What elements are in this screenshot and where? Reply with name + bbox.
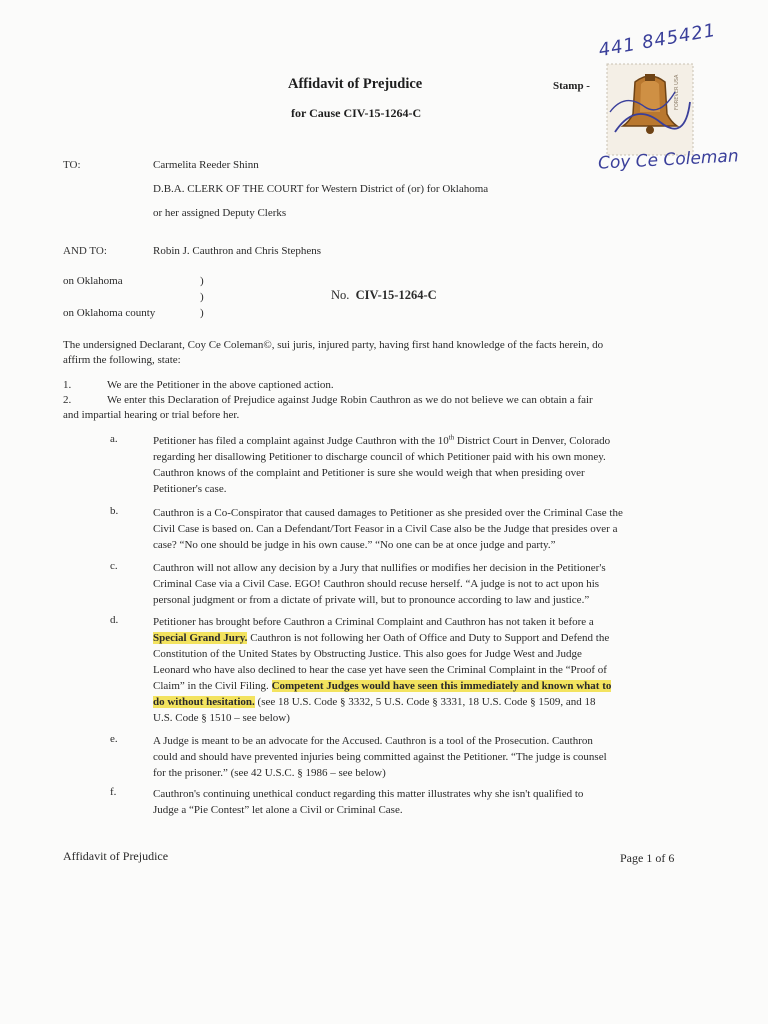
item-line: Judge a “Pie Contest” let alone a Civil or Criminal Case.: [153, 804, 403, 816]
case-number: [331, 288, 437, 303]
item-f: [153, 786, 693, 818]
handwritten-signature: Coy Ce Coleman: [597, 146, 740, 174]
caption-bracket: ): [200, 291, 204, 303]
item-line: Cauthron knows of the complaint and Petitioner is sure she would weigh that when presiding over: [153, 467, 585, 479]
item-line: Special Grand Jury. Cauthron is not following her Oath of Office and Duty to Support and Defend the: [153, 632, 610, 644]
item-d: [153, 614, 693, 726]
handwritten-number: 441 845421: [597, 19, 718, 62]
to-label: TO:: [63, 159, 81, 171]
svg-text:FOREVER USA: FOREVER USA: [674, 74, 680, 110]
item-letter: e.: [110, 733, 118, 745]
to-line: or her assigned Deputy Clerks: [153, 207, 287, 219]
item-line: case? “No one should be judge in his own cause.” “No one can be at once judge and party.”: [153, 539, 556, 551]
item-letter: d.: [110, 614, 119, 626]
highlight-without-hesitation: do without hesitation.: [153, 696, 255, 708]
stamp-label: Stamp -: [553, 80, 590, 92]
item-line: Civil Case is based on. Can a Defendant/Tort Feasor in a Civil Case also be the Judge that presides over a: [153, 523, 618, 535]
item-line: personal judgment or from a dictate of private will, but to pronounce according to law and justice.”: [153, 594, 590, 606]
item-line: Petitioner has filed a complaint against Judge Cauthron with the 10th District Court in Denver, Colorado: [153, 433, 611, 447]
and-to-value: Robin J. Cauthron and Chris Stephens: [153, 245, 322, 257]
and-to-label: AND TO:: [63, 245, 107, 257]
to-line: Carmelita Reeder Shinn: [153, 159, 259, 171]
highlight-special-grand-jury: Special Grand Jury.: [153, 632, 248, 644]
item-line: Petitioner's case.: [153, 483, 227, 495]
item-line: do without hesitation. (see 18 U.S. Code § 3332, 5 U.S. Code § 3331, 18 U.S. Code § 1509, and 18: [153, 696, 596, 708]
item-c: [153, 560, 693, 608]
case-number-value: CIV-15-1264-C: [355, 288, 437, 302]
item-line: Petitioner has brought before Cauthron a Criminal Complaint and Cauthron has not taken it before a: [153, 616, 594, 628]
item-letter: f.: [110, 786, 117, 798]
item-line: Claim” in the Civil Filing. Competent Judges would have seen this immediately and known what to: [153, 680, 612, 692]
case-number-label: No.: [331, 288, 350, 302]
item-b: [153, 505, 693, 553]
item-line: Cauthron will not allow any decision by a Jury that nullifies or modifies her decision in the Petitioner's: [153, 562, 606, 574]
item-line: Leonard who have also declined to hear the case yet have seen the Criminal Complaint in the “Proof of: [153, 664, 607, 676]
document-subtitle: for Cause CIV-15-1264-C: [291, 106, 422, 120]
document-title: Affidavit of Prejudice: [288, 76, 423, 92]
intro-line: The undersigned Declarant, Coy Ce Coleman©, sui juris, injured party, having first hand knowledge of the facts herein, do: [63, 339, 604, 351]
item-line: U.S. Code § 1510 – see below): [153, 712, 290, 724]
item-a: [153, 433, 693, 497]
caption-bracket: ): [200, 307, 204, 319]
liberty-bell-stamp-icon: [605, 62, 695, 157]
footer-page-number: Page 1 of 6: [620, 851, 675, 865]
item-line: for the prisoner.” (see 42 U.S.C. § 1986 – see below): [153, 767, 386, 779]
numbered-cont: and impartial hearing or trial before her.: [63, 409, 240, 421]
item-line: could and should have prevented injuries being committed against the Petitioner. “The judge is counsel: [153, 751, 607, 763]
numbered-num: 2.: [63, 394, 72, 406]
to-line: D.B.A. CLERK OF THE COURT for Western District of (or) for Oklahoma: [153, 183, 489, 195]
item-line: regarding her disallowing Petitioner to discharge council of which Petitioner paid with his own money.: [153, 451, 606, 463]
item-letter: a.: [110, 433, 118, 445]
item-line: Cauthron's continuing unethical conduct regarding this matter illustrates why she isn't qualified to: [153, 788, 584, 800]
numbered-num: 1.: [63, 379, 72, 391]
item-letter: c.: [110, 560, 118, 572]
intro-line: affirm the following, state:: [63, 354, 181, 366]
item-letter: b.: [110, 505, 119, 517]
footer-left: Affidavit of Prejudice: [63, 849, 169, 863]
caption-bracket: ): [200, 275, 204, 287]
item-e: [153, 733, 693, 781]
item-line: A Judge is meant to be an advocate for the Accused. Cauthron is a tool of the Prosecution. Cauthron: [153, 735, 593, 747]
postage-stamp: [605, 62, 695, 157]
item-line: Cauthron is a Co-Conspirator that caused damages to Petitioner as she presided over the Criminal Case the: [153, 507, 623, 519]
numbered-text: We enter this Declaration of Prejudice against Judge Robin Cauthron as we do not believe we can obtain a fair: [107, 394, 593, 406]
caption-left: on Oklahoma: [63, 275, 123, 287]
numbered-text: We are the Petitioner in the above captioned action.: [107, 379, 334, 391]
highlight-competent-judges: Competent Judges would have seen this immediately and known what to: [271, 680, 612, 692]
item-line: Criminal Case via a Civil Case. EGO! Cauthron should recuse herself. “A judge is not to act upon his: [153, 578, 600, 590]
caption-left: on Oklahoma county: [63, 307, 156, 319]
item-line: Constitution of the United States by Obstructing Justice. This also goes for Judge West and Judge: [153, 648, 582, 660]
